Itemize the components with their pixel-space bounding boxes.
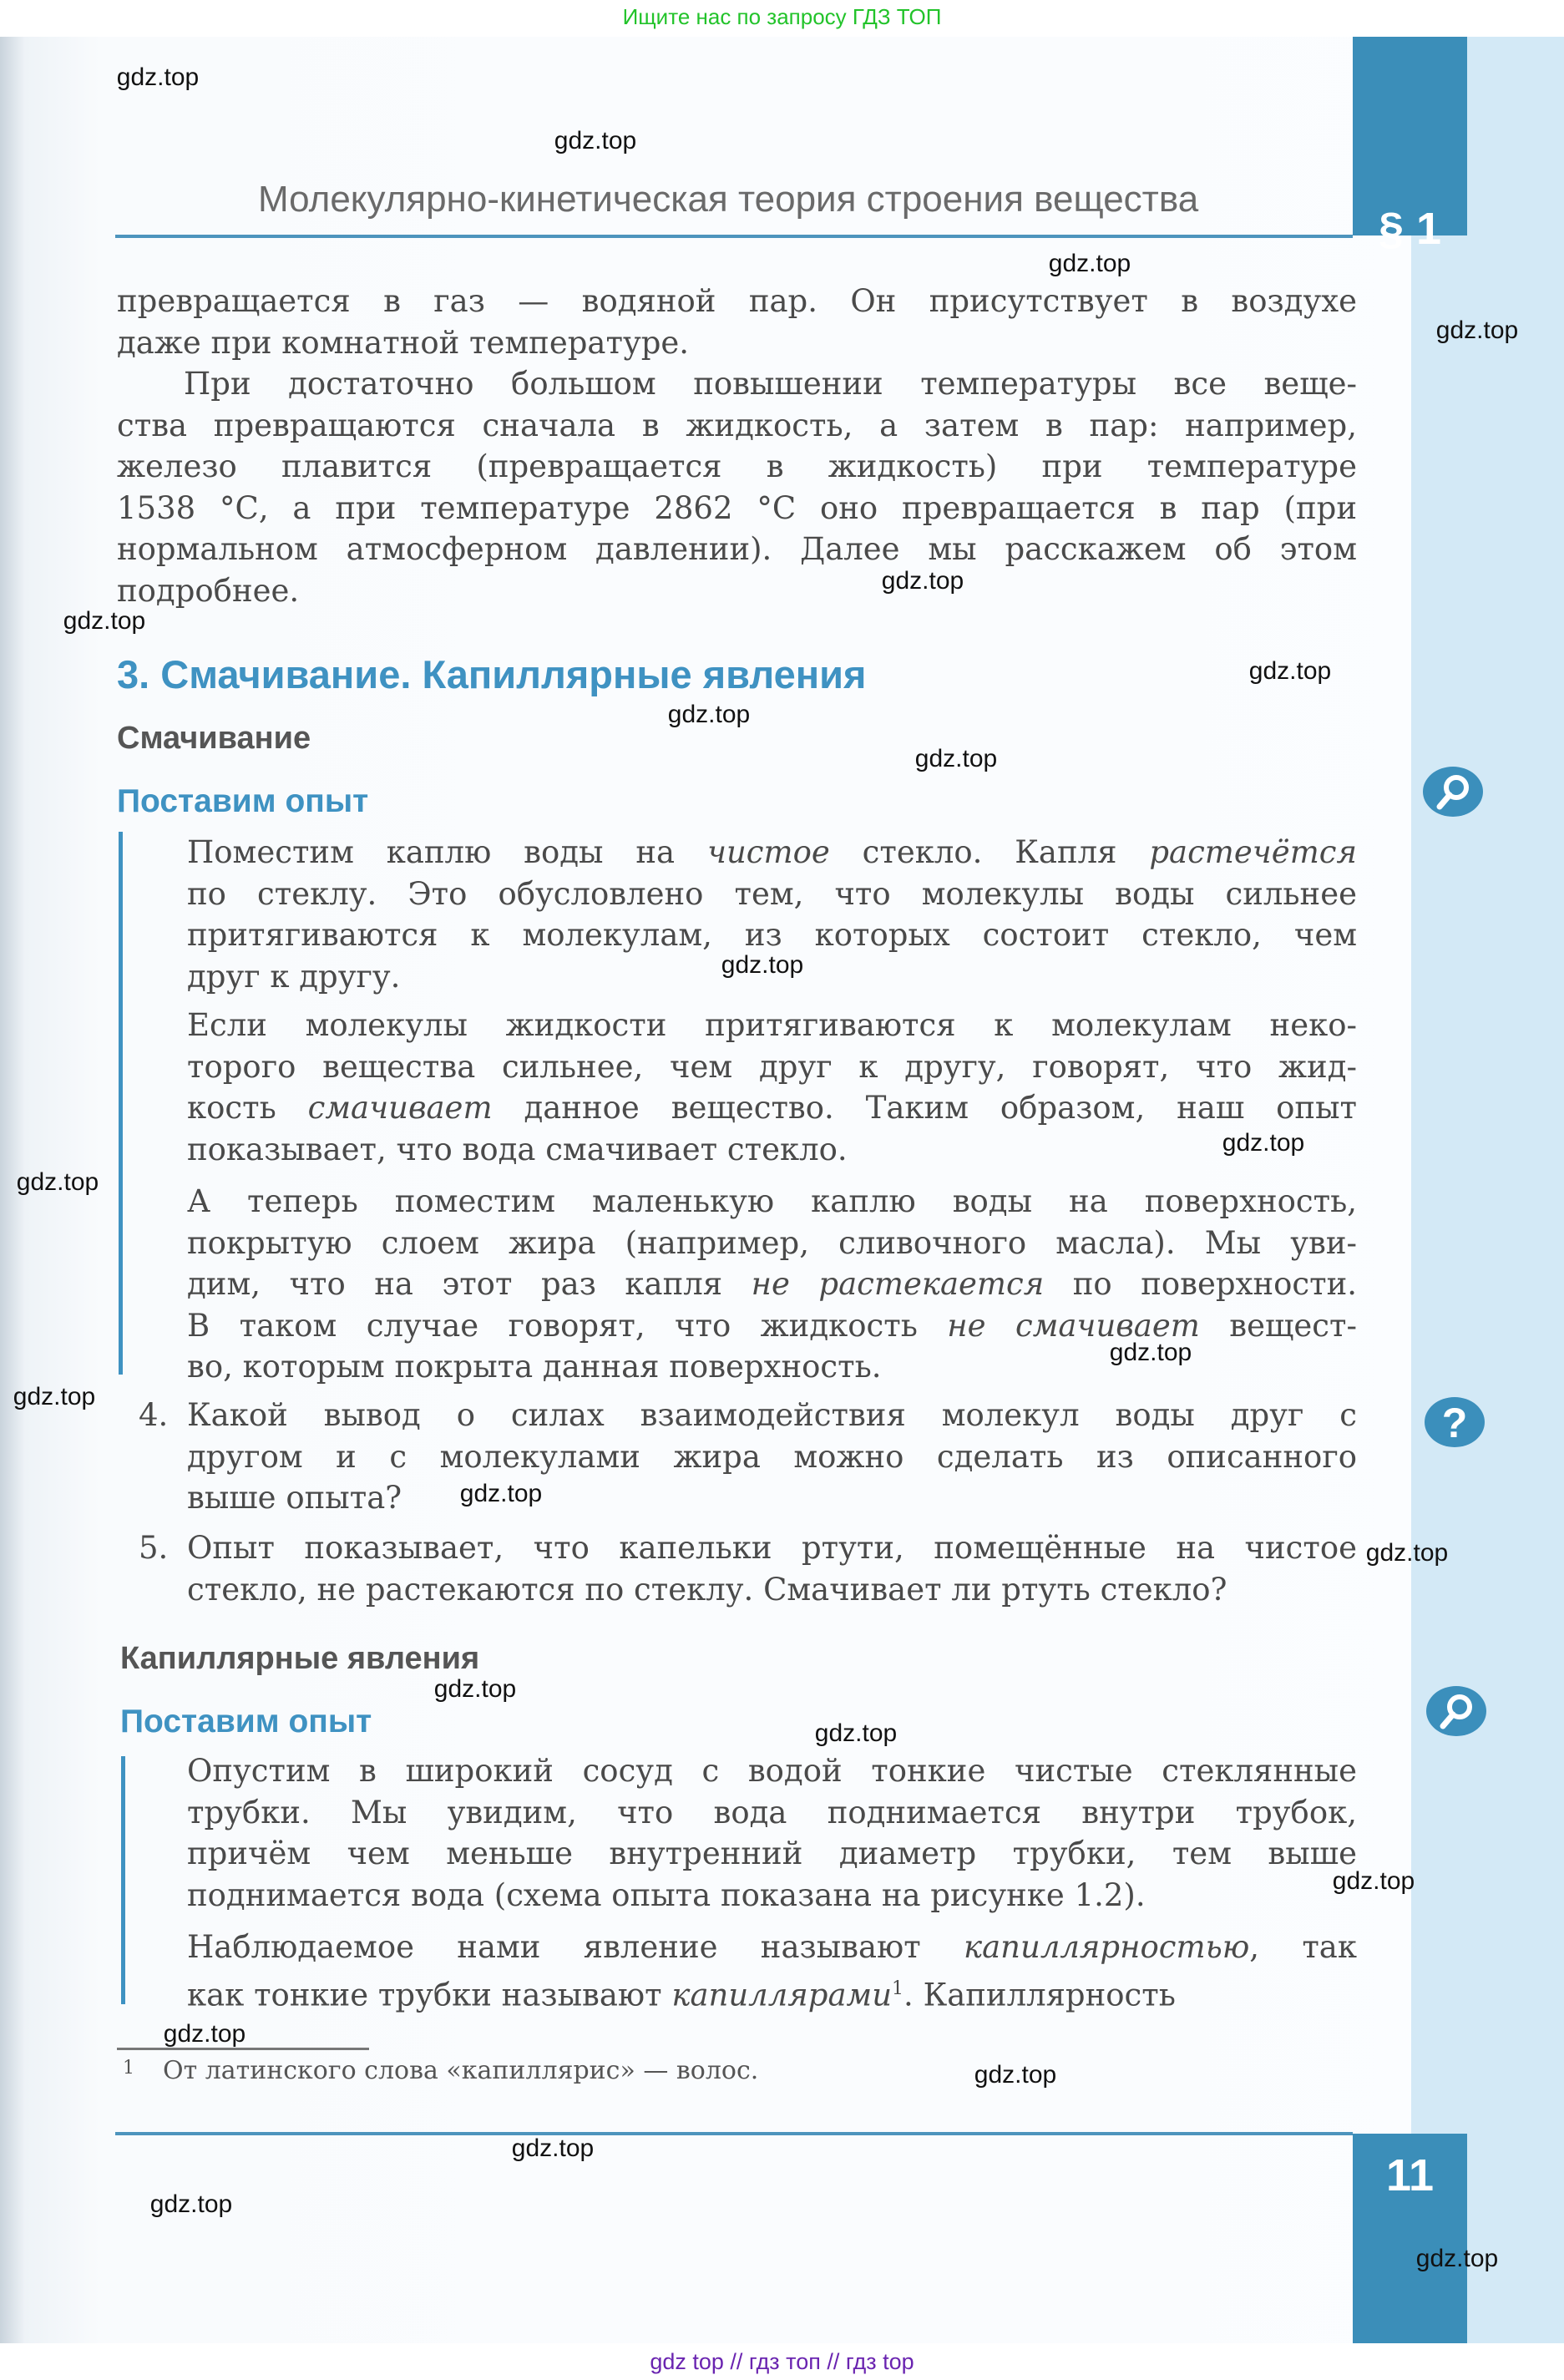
text-line [187, 1223, 1357, 1264]
watermark: gdz.top [1415, 2245, 1499, 2272]
text-segment: вещест- [1199, 1307, 1357, 1344]
question-5-text [187, 1527, 1357, 1610]
text-segment: во, которым покрыта данная поверхность. [187, 1349, 882, 1385]
text-line [117, 281, 1357, 322]
italic-term: чистое [706, 834, 830, 870]
watermark: gdz.top [16, 1168, 99, 1196]
watermark: gdz.top [13, 1383, 96, 1410]
running-header: Молекулярно-кинетическая теория строения вещества [258, 179, 1199, 220]
text-line [117, 446, 1357, 488]
text-segment: стекло, не растекаются по стеклу. Смачивает ли ртуть стекло? [187, 1571, 1227, 1608]
italic-term: не растекается [751, 1266, 1045, 1302]
text-segment: В таком случае говорят, что жидкость [187, 1307, 948, 1344]
text-segment: трубки. Мы увидим, что вода поднимается внутри трубок, [187, 1794, 1357, 1831]
text-line [187, 1968, 1357, 2013]
text-segment: подробнее. [117, 572, 300, 609]
text-segment: как тонкие трубки называют [187, 1976, 672, 2013]
text-segment: кость [187, 1090, 308, 1126]
watermark: gdz.top [914, 745, 998, 772]
text-line [187, 1046, 1357, 1088]
text-line [187, 1129, 1357, 1171]
subheading-capillary: Капиллярные явления [120, 1641, 480, 1676]
section-heading: 3. Смачивание. Капиллярные явления [117, 652, 867, 696]
text-segment: данное вещество. Таким образом, наш опыт [492, 1090, 1357, 1126]
italic-term: капиллярами [671, 1976, 893, 2013]
page-margin-sidebar [1411, 37, 1564, 2343]
experiment-2-text [187, 1750, 1357, 2013]
watermark: gdz.top [881, 567, 964, 595]
text-line [187, 1927, 1357, 1968]
text-line [117, 529, 1357, 570]
text-line [187, 832, 1357, 874]
text-line [187, 1005, 1357, 1046]
banner-text: Ищите нас по запросу ГДЗ ТОП [622, 4, 942, 29]
watermark: gdz.top [554, 127, 637, 154]
watermark: gdz.top [1435, 316, 1519, 344]
question-5-number: 5. [139, 1530, 169, 1566]
section-tab [1353, 37, 1467, 254]
text-segment: . Капиллярность [903, 1976, 1176, 2013]
magnifier-icon [1426, 1686, 1486, 1736]
watermark: gdz.top [433, 1675, 517, 1703]
text-line [187, 1477, 1357, 1519]
text-segment: дим, что на этот раз капля [187, 1266, 752, 1302]
text-line [187, 874, 1357, 915]
watermark: gdz.top [149, 2190, 233, 2218]
text-segment: нормальном атмосферном давлении). Далее мы расскажем об этом [117, 531, 1357, 567]
experiment-label-1: Поставим опыт [117, 783, 369, 819]
text-segment: железо плавится (превращается в жидкость) при температуре [117, 448, 1357, 484]
experiment-bar-2 [121, 1756, 125, 2004]
text-line [117, 363, 1357, 405]
text-segment: ства превращаются сначала в жидкость, а затем в пар: например, [117, 407, 1357, 443]
watermark: gdz.top [511, 2134, 595, 2162]
text-segment: по стеклу. Это обусловлено тем, что молекулы воды сильнее [187, 875, 1357, 912]
watermark: gdz.top [63, 607, 146, 635]
text-segment: Если молекулы жидкости притягиваются к молекулам неко- [187, 1007, 1357, 1043]
italic-term: смачивает [307, 1090, 493, 1126]
text-segment: причём чем меньше внутренний диаметр трубки, тем выше [187, 1836, 1357, 1871]
text-segment: Опыт показывает, что капельки ртути, помещённые на чистое [187, 1530, 1357, 1566]
text-line [187, 1436, 1357, 1478]
subheading-wetting: Смачивание [117, 721, 311, 756]
text-line [117, 570, 1357, 612]
bottom-watermark-text: gdz top // гдз топ // гдз top [650, 2349, 914, 2374]
text-segment: выше опыта? [187, 1480, 402, 1516]
text-line [117, 322, 1357, 364]
text-line [117, 488, 1357, 529]
text-segment: даже при комнатной температуре. [117, 324, 690, 361]
text-line [187, 1875, 1357, 1917]
watermark: gdz.top [814, 1719, 898, 1747]
italic-term: растечётся [1149, 834, 1357, 870]
text-segment: показывает, что вода смачивает стекло. [187, 1131, 848, 1167]
text-segment: превращается в газ — водяной пар. Он присутствует в воздухе [117, 283, 1357, 319]
text-line [187, 1792, 1357, 1834]
text-line [187, 1087, 1357, 1129]
text-line [187, 1181, 1357, 1223]
watermark: gdz.top [1048, 250, 1131, 277]
watermark: gdz.top [163, 2020, 246, 2048]
text-line [117, 405, 1357, 447]
search-banner [0, 0, 1564, 37]
watermark: gdz.top [459, 1480, 543, 1507]
watermark: gdz.top [1109, 1339, 1192, 1366]
text-segment: Поместим каплю воды на [187, 834, 707, 870]
intro-text [117, 281, 1357, 611]
footnote [123, 2056, 758, 2085]
text-segment: торого вещества сильнее, чем друг к другу, говорят, что жид- [187, 1048, 1357, 1085]
text-line [187, 1395, 1357, 1436]
text-line [187, 1750, 1357, 1792]
italic-term: капиллярностью [964, 1929, 1250, 1965]
text-segment: поднимается вода (схема опыта показана на рисунке 1.2). [187, 1876, 1146, 1913]
text-line [187, 1569, 1357, 1611]
text-segment: покрытую слоем жира (например, сливочного масла). Мы уви- [187, 1224, 1357, 1261]
watermark: gdz.top [1248, 657, 1332, 685]
watermark: gdz.top [1365, 1539, 1449, 1567]
text-segment: При достаточно большом повышении температуры все веще- [184, 366, 1357, 402]
footnote-text: От латинского слова «капиллярис» — волос. [163, 2056, 759, 2085]
page-number: 11 [1385, 2150, 1435, 2200]
text-segment: А теперь поместим маленькую каплю воды на поверхность, [187, 1183, 1357, 1219]
experiment-label-2: Поставим опыт [120, 1704, 372, 1739]
watermark: gdz.top [721, 951, 804, 979]
text-segment: другом и с молекулами жира можно сделать из описанного [187, 1438, 1357, 1475]
text-segment: , так [1249, 1929, 1357, 1965]
question-4-number: 4. [139, 1397, 169, 1433]
text-segment: 1538 °С, а при температуре 2862 °С оно превращается в пар (при [117, 489, 1357, 526]
footnote-mark: 1 [123, 2058, 134, 2079]
text-line [187, 914, 1357, 956]
experiment-1-text [187, 832, 1357, 1388]
text-line [187, 1833, 1357, 1875]
watermark: gdz.top [667, 701, 751, 728]
text-segment: Опустим в широкий сосуд с водой тонкие чистые стеклянные [187, 1753, 1357, 1789]
question-4-text [187, 1395, 1357, 1519]
magnifier-icon [1423, 767, 1483, 817]
watermark: gdz.top [116, 63, 200, 91]
footnote-ref: 1 [892, 1977, 904, 1999]
text-segment: стекло. Капля [829, 834, 1150, 870]
text-segment: Какой вывод о силах взаимодействия молекул воды друг с [187, 1397, 1357, 1433]
text-line [187, 1527, 1357, 1569]
page-number-tab [1353, 2134, 1467, 2343]
svg-text:?: ? [1441, 1400, 1468, 1446]
watermark: gdz.top [1332, 1867, 1415, 1895]
text-segment: друг к другу. [187, 958, 401, 995]
section-number: § 1 [1378, 204, 1442, 254]
watermark: gdz.top [974, 2061, 1057, 2089]
text-line [187, 1263, 1357, 1305]
watermark: gdz.top [1222, 1129, 1305, 1157]
text-segment: притягиваются к молекулам, из которых состоит стекло, чем [187, 917, 1357, 953]
footer-divider [115, 2132, 1353, 2135]
experiment-bar-1 [119, 832, 123, 1375]
italic-term: не смачивает [947, 1307, 1200, 1344]
header-divider [115, 235, 1353, 238]
text-segment: Наблюдаемое нами явление называют [187, 1929, 964, 1965]
question-icon [1425, 1397, 1485, 1447]
text-segment: по поверхности. [1044, 1266, 1357, 1302]
